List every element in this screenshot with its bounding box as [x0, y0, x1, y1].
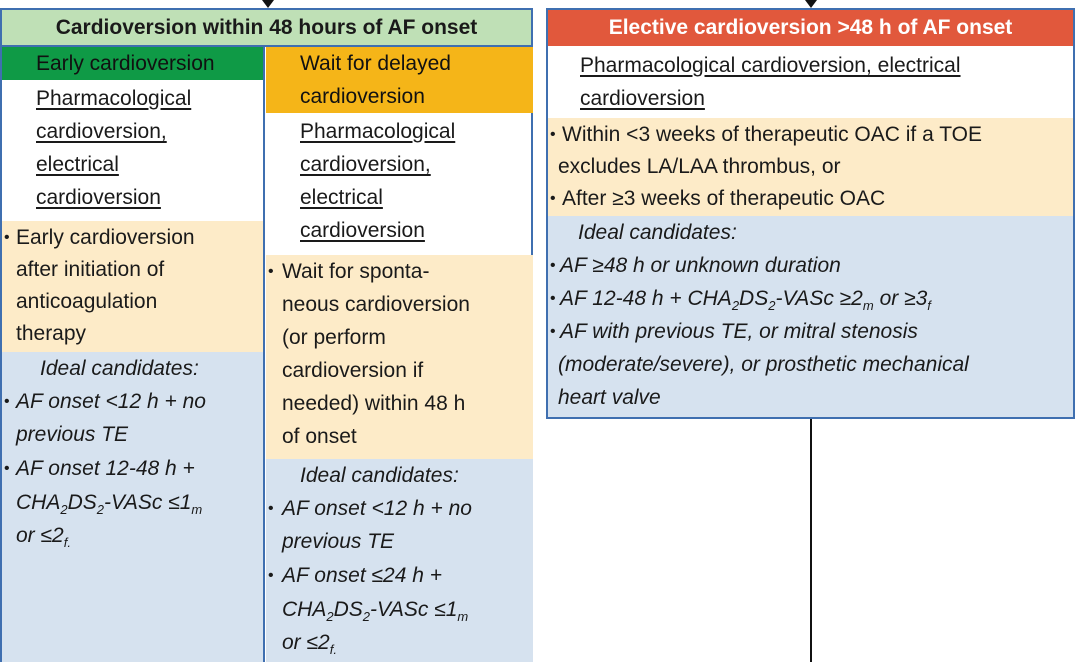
elective-bullet-line: After ≥3 weeks of therapeutic OAC	[562, 187, 886, 210]
early-candidate-line: or $\le 2_{f.}$	[16, 524, 71, 551]
bullet-marker: •	[4, 229, 10, 246]
delayed-bullet-line: Wait for sponta-	[282, 260, 430, 283]
delayed-bullet-line: of onset	[282, 425, 357, 448]
bullet-marker: •	[550, 323, 556, 340]
bullet-marker: •	[4, 460, 10, 477]
early-bullet-band	[2, 221, 263, 352]
elective-candidate-line: AF ≥48 h or unknown duration	[560, 254, 841, 277]
early-candidate-line: AF onset 12-48 h +	[16, 457, 195, 480]
delayed-title: cardioversion	[300, 85, 425, 108]
arrow-down-right	[805, 0, 817, 8]
delayed-candidate-line: previous TE	[282, 530, 395, 553]
bullet-marker: •	[268, 500, 274, 517]
early-candidate-line: AF onset <12 h + no	[16, 390, 206, 413]
early-method-line: cardioversion,	[36, 120, 167, 143]
early-bullet-line: anticoagulation	[16, 290, 158, 313]
delayed-method-line: cardioversion,	[300, 153, 431, 176]
early-score-line: $CHA_2DS_2$-VASc $\le 1_m$	[16, 491, 203, 518]
delayed-title-band	[266, 47, 533, 113]
delayed-candidate-line: AF onset ≤24 h +	[282, 564, 442, 587]
early-bullet-line: after initiation of	[16, 258, 165, 281]
elective-score-line: AF 12-48 $h + CHA_2DS_2$-VASc $\ge 2_m$ or $\ge 3_f$	[560, 287, 931, 314]
early-candidates-band	[2, 352, 263, 662]
early-candidate-line: previous TE	[16, 423, 129, 446]
early-bullet-line: Early cardioversion	[16, 226, 195, 249]
early-method-line: Pharmacological	[36, 87, 192, 110]
bullet-marker: •	[550, 257, 556, 274]
early-ideal-heading: Ideal candidates:	[40, 357, 199, 380]
delayed-candidate-line: AF onset <12 h + no	[282, 497, 472, 520]
bullet-marker: •	[550, 190, 556, 207]
delayed-bullet-line: (or perform	[282, 326, 386, 349]
within-48h-header: Cardioversion within 48 hours of AF onset	[2, 10, 531, 47]
delayed-title: Wait for delayed	[300, 52, 451, 75]
elective-bullet-line: Within <3 weeks of therapeutic OAC if a TOE	[562, 123, 982, 146]
elective-bullet-band	[548, 118, 1073, 216]
elective-method-line: Pharmacological cardioversion, electrical	[580, 54, 961, 77]
elective-candidate-line: AF with previous TE, or mitral stenosis	[560, 320, 918, 343]
early-method-line: cardioversion	[36, 186, 161, 209]
early-bullet-line: therapy	[16, 322, 87, 345]
delayed-ideal-heading: Ideal candidates:	[300, 464, 459, 487]
delayed-method-line: electrical	[300, 186, 383, 209]
bullet-marker: •	[550, 290, 556, 307]
elective-candidates-band	[548, 216, 1073, 417]
delayed-score-line: $CHA_2DS_2$-VASc $\le 1_m$	[282, 598, 469, 625]
elective-candidate-line: heart valve	[558, 386, 661, 409]
bullet-marker: •	[268, 263, 274, 280]
delayed-bullet-line: cardioversion if	[282, 359, 424, 382]
bullet-marker: •	[268, 567, 274, 584]
bullet-marker: •	[550, 126, 556, 143]
delayed-bullet-band	[266, 255, 533, 459]
elective-cardioversion-panel	[546, 8, 1075, 419]
early-title: Early cardioversion	[36, 52, 215, 75]
within-48h-panel	[0, 8, 533, 662]
early-method-line: electrical	[36, 153, 119, 176]
delayed-bullet-line: needed) within 48 h	[282, 392, 466, 415]
connector-line	[810, 419, 812, 662]
bullet-marker: •	[4, 393, 10, 410]
delayed-cardioversion-column	[266, 47, 533, 662]
elective-method-line: cardioversion	[580, 87, 705, 110]
delayed-candidates-band	[266, 459, 533, 662]
delayed-candidate-line: or $\le 2_{f.}$	[282, 631, 337, 658]
elective-candidate-line: (moderate/severe), or prosthetic mechanical	[558, 353, 969, 376]
early-title-band	[2, 47, 263, 80]
elective-ideal-heading: Ideal candidates:	[578, 221, 737, 244]
elective-header: Elective cardioversion >48 h of AF onset	[548, 10, 1073, 46]
delayed-bullet-line: neous cardioversion	[282, 293, 470, 316]
delayed-method-line: cardioversion	[300, 219, 425, 242]
elective-bullet-line: excludes LA/LAA thrombus, or	[558, 155, 841, 178]
arrow-down-left	[262, 0, 274, 8]
early-cardioversion-column	[2, 47, 265, 662]
delayed-method-line: Pharmacological	[300, 120, 456, 143]
